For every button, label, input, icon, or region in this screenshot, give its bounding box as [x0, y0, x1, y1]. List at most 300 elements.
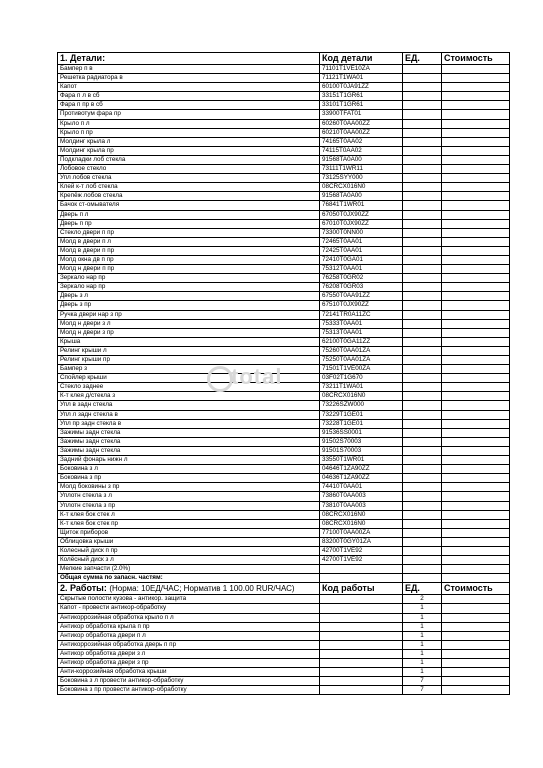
part-cost — [442, 228, 510, 237]
work-qty: 7 — [403, 686, 442, 695]
work-name: Анти-коррозийная обработка крыши — [58, 668, 320, 677]
part-row — [58, 365, 510, 374]
part-name: Колесный диск п пр — [58, 546, 320, 555]
part-unit — [403, 210, 442, 219]
part-code: 91568TA0A00 — [320, 192, 403, 201]
work-name: Антикор обработка двери з пр — [58, 659, 320, 668]
part-unit — [403, 292, 442, 301]
part-code: 60100T0JA91ZZ — [320, 83, 403, 92]
part-name: Дверь з пр — [58, 301, 320, 310]
part-unit — [403, 510, 442, 519]
part-cost — [442, 146, 510, 155]
part-code: 76258T0GR02 — [320, 274, 403, 283]
part-code: 71101T1VE10ZA — [320, 65, 403, 74]
work-row — [58, 668, 510, 677]
part-unit — [403, 546, 442, 555]
part-code: 75250T0AA01ZA — [320, 356, 403, 365]
part-code: 04646T1ZA90ZZ — [320, 465, 403, 474]
part-code: 33151T1GR61 — [320, 92, 403, 101]
part-cost — [442, 492, 510, 501]
part-name: Мелкие запчасти (2.0%) — [58, 565, 320, 574]
part-cost — [442, 374, 510, 383]
work-cost — [442, 659, 510, 668]
part-name: Боковина з пр — [58, 474, 320, 483]
part-unit — [403, 119, 442, 128]
part-name: Ручка двери нар з пр — [58, 310, 320, 319]
part-row — [58, 283, 510, 292]
part-name: Дверь п л — [58, 210, 320, 219]
work-row — [58, 622, 510, 631]
part-unit — [403, 537, 442, 546]
part-row — [58, 301, 510, 310]
part-name: Молд н двери п пр — [58, 265, 320, 274]
part-cost — [442, 365, 510, 374]
work-code — [320, 622, 403, 631]
part-name: Спойлер крыши — [58, 374, 320, 383]
part-row — [58, 146, 510, 155]
part-unit — [403, 556, 442, 565]
part-unit — [403, 65, 442, 74]
part-cost — [442, 165, 510, 174]
work-cost — [442, 613, 510, 622]
part-unit — [403, 128, 442, 137]
part-code: 08CRCX016N0 — [320, 510, 403, 519]
part-code: 08CRCX016N0 — [320, 519, 403, 528]
part-unit — [403, 365, 442, 374]
part-name: Фара п л в сб — [58, 92, 320, 101]
part-name: Зеркало нар пр — [58, 283, 320, 292]
part-code: 75333T0AA01 — [320, 319, 403, 328]
part-row — [58, 110, 510, 119]
work-row — [58, 604, 510, 613]
part-cost — [442, 246, 510, 255]
part-unit — [403, 137, 442, 146]
part-row — [58, 165, 510, 174]
work-row — [58, 631, 510, 640]
part-code: 91568TA0A00 — [320, 155, 403, 164]
part-code: 67550T0AA91ZZ — [320, 292, 403, 301]
work-row — [58, 677, 510, 686]
part-name: Задний фонарь нижн л — [58, 456, 320, 465]
part-cost — [442, 501, 510, 510]
part-row — [58, 446, 510, 455]
part-row — [58, 237, 510, 246]
work-row — [58, 595, 510, 604]
part-row — [58, 456, 510, 465]
work-cost — [442, 677, 510, 686]
part-code — [320, 565, 403, 574]
part-unit — [403, 483, 442, 492]
part-unit — [403, 228, 442, 237]
work-name: Антикоррозийная обработка дверь п пр — [58, 640, 320, 649]
estimate-sheet — [57, 52, 509, 695]
works-cost-header: Стоимость — [442, 583, 510, 595]
part-code: 60260T0AA00ZZ — [320, 119, 403, 128]
part-cost — [442, 474, 510, 483]
part-code: 72410T0GA01 — [320, 255, 403, 264]
part-name: Бампер з — [58, 365, 320, 374]
part-cost — [442, 328, 510, 337]
part-unit — [403, 383, 442, 392]
part-code: 67510T0JX90ZZ — [320, 301, 403, 310]
work-qty: 1 — [403, 622, 442, 631]
part-unit — [403, 392, 442, 401]
part-row — [58, 183, 510, 192]
part-unit — [403, 274, 442, 283]
part-cost — [442, 356, 510, 365]
watermark: total — [231, 364, 283, 389]
part-name: Молдинг крыла л — [58, 137, 320, 146]
work-code — [320, 595, 403, 604]
part-cost — [442, 101, 510, 110]
part-row — [58, 319, 510, 328]
part-name: Крепёж лобов стекла — [58, 192, 320, 201]
part-unit — [403, 419, 442, 428]
part-unit — [403, 428, 442, 437]
work-name: Антикор обработка двери п л — [58, 631, 320, 640]
part-cost — [442, 265, 510, 274]
part-cost — [442, 392, 510, 401]
part-name: Молд окна дв п пр — [58, 255, 320, 264]
parts-total-row — [58, 574, 510, 583]
part-code: 67010T0JX90ZZ — [320, 219, 403, 228]
part-name: Дверь з л — [58, 292, 320, 301]
part-cost — [442, 174, 510, 183]
part-unit — [403, 155, 442, 164]
estimate-table — [57, 52, 510, 695]
part-code: 33550T1WR01 — [320, 456, 403, 465]
part-row — [58, 74, 510, 83]
part-unit — [403, 337, 442, 346]
part-unit — [403, 401, 442, 410]
part-name: Релинг крыши л — [58, 346, 320, 355]
part-code: 03F02T1G670 — [320, 374, 403, 383]
works-norm: (Норма: 10ЕД/ЧАС; Норматив 1 100.00 RUR/ЧАС) — [109, 584, 295, 594]
part-row — [58, 537, 510, 546]
part-cost — [442, 556, 510, 565]
part-name: Решетка радиатора в — [58, 74, 320, 83]
part-name: Крыша — [58, 337, 320, 346]
part-code: 04636T1ZA90ZZ — [320, 474, 403, 483]
part-unit — [403, 328, 442, 337]
part-cost — [442, 346, 510, 355]
part-row — [58, 510, 510, 519]
part-unit — [403, 474, 442, 483]
part-unit — [403, 174, 442, 183]
work-cost — [442, 668, 510, 677]
work-name: Антикоррозийная обработка крыло п л — [58, 613, 320, 622]
part-code: 77100T0AA00ZA — [320, 528, 403, 537]
part-cost — [442, 201, 510, 210]
part-name: К-т клея бок стек пр — [58, 519, 320, 528]
part-cost — [442, 537, 510, 546]
part-cost — [442, 319, 510, 328]
part-unit — [403, 183, 442, 192]
part-code: 72465T0AA01 — [320, 237, 403, 246]
work-code — [320, 686, 403, 695]
part-row — [58, 228, 510, 237]
part-code: 91536SS0001 — [320, 428, 403, 437]
part-cost — [442, 446, 510, 455]
parts-header-row — [58, 53, 510, 65]
work-name: Антикор обработка двери з л — [58, 649, 320, 658]
part-row — [58, 310, 510, 319]
work-code — [320, 604, 403, 613]
parts-total-label: Общая сумма по запасн. частям: — [58, 574, 320, 583]
part-unit — [403, 565, 442, 574]
part-row — [58, 519, 510, 528]
part-cost — [442, 192, 510, 201]
part-cost — [442, 237, 510, 246]
part-name: Противотум фара пр — [58, 110, 320, 119]
work-code — [320, 659, 403, 668]
part-code: 73300T0NN00 — [320, 228, 403, 237]
part-row — [58, 119, 510, 128]
part-unit — [403, 374, 442, 383]
part-unit — [403, 265, 442, 274]
part-cost — [442, 65, 510, 74]
part-cost — [442, 565, 510, 574]
part-code: 67050T0JX90ZZ — [320, 210, 403, 219]
part-cost — [442, 210, 510, 219]
part-row — [58, 92, 510, 101]
part-code: 76208T0GR03 — [320, 283, 403, 292]
part-name: Уплотн стекла з пр — [58, 501, 320, 510]
part-name: Фара п пр в сб — [58, 101, 320, 110]
part-code: 33900TFAT01 — [320, 110, 403, 119]
parts-cost-header: Стоимость — [442, 53, 510, 65]
part-unit — [403, 101, 442, 110]
parts-code-header: Код детали — [320, 53, 403, 65]
part-row — [58, 255, 510, 264]
work-row — [58, 640, 510, 649]
work-qty: 2 — [403, 595, 442, 604]
part-code: 33101T1GR61 — [320, 101, 403, 110]
part-code: 60210T0AA00ZZ — [320, 128, 403, 137]
part-name: Колёсный диск з л — [58, 556, 320, 565]
part-row — [58, 137, 510, 146]
part-unit — [403, 146, 442, 155]
part-unit — [403, 410, 442, 419]
part-cost — [442, 419, 510, 428]
part-code: 73211T1WA01 — [320, 383, 403, 392]
part-unit — [403, 456, 442, 465]
part-name: Бачок ст-омывателя — [58, 201, 320, 210]
part-unit — [403, 192, 442, 201]
part-row — [58, 337, 510, 346]
part-row — [58, 383, 510, 392]
part-code: 75313T0AA01 — [320, 328, 403, 337]
part-cost — [442, 83, 510, 92]
part-unit — [403, 165, 442, 174]
work-code — [320, 677, 403, 686]
part-name: Дверь п пр — [58, 219, 320, 228]
work-qty: 1 — [403, 649, 442, 658]
part-cost — [442, 301, 510, 310]
work-qty: 1 — [403, 640, 442, 649]
part-unit — [403, 110, 442, 119]
part-cost — [442, 310, 510, 319]
work-name: Скрытые полости кузова - антикор. защита — [58, 595, 320, 604]
work-cost — [442, 622, 510, 631]
part-row — [58, 128, 510, 137]
part-name: Уплотн стекла з л — [58, 492, 320, 501]
part-name: Клей к-т лоб стекла — [58, 183, 320, 192]
work-name: Боковина з л провести антикор-обработку — [58, 677, 320, 686]
part-unit — [403, 237, 442, 246]
part-unit — [403, 301, 442, 310]
part-code: 71121T1WA01 — [320, 74, 403, 83]
part-name: Облицовка крыши — [58, 537, 320, 546]
work-qty: 1 — [403, 604, 442, 613]
part-row — [58, 528, 510, 537]
part-code: 42700T1VE92 — [320, 556, 403, 565]
work-name: Капот - провести антикор-обработку — [58, 604, 320, 613]
part-row — [58, 174, 510, 183]
part-row — [58, 392, 510, 401]
work-cost — [442, 640, 510, 649]
part-name: Упл пр задн стекла в — [58, 419, 320, 428]
part-row — [58, 428, 510, 437]
part-cost — [442, 428, 510, 437]
part-name: Молд в двери п пр — [58, 246, 320, 255]
part-unit — [403, 437, 442, 446]
part-name: Зажимы задн стекла — [58, 437, 320, 446]
work-cost — [442, 604, 510, 613]
part-cost — [442, 519, 510, 528]
part-unit — [403, 74, 442, 83]
part-code: 73111T1WR11 — [320, 165, 403, 174]
part-cost — [442, 510, 510, 519]
part-unit — [403, 446, 442, 455]
part-code: 62100T0GA11ZZ — [320, 337, 403, 346]
part-row — [58, 83, 510, 92]
part-name: Капот — [58, 83, 320, 92]
part-row — [58, 492, 510, 501]
part-unit — [403, 201, 442, 210]
part-row — [58, 401, 510, 410]
part-row — [58, 328, 510, 337]
part-name: Релинг крыши пр — [58, 356, 320, 365]
work-cost — [442, 595, 510, 604]
part-code: 76841T1WR01 — [320, 201, 403, 210]
part-cost — [442, 183, 510, 192]
part-code: 75312T0AA01 — [320, 265, 403, 274]
part-cost — [442, 255, 510, 264]
work-row — [58, 659, 510, 668]
work-cost — [442, 649, 510, 658]
part-unit — [403, 246, 442, 255]
work-cost — [442, 631, 510, 640]
part-row — [58, 501, 510, 510]
part-name: Бампер п в — [58, 65, 320, 74]
works-unit-header: ЕД. — [403, 583, 442, 595]
part-row — [58, 465, 510, 474]
part-row — [58, 546, 510, 555]
part-cost — [442, 128, 510, 137]
work-code — [320, 631, 403, 640]
part-name: Крыло п л — [58, 119, 320, 128]
part-name: Молд н двери з пр — [58, 328, 320, 337]
part-code: 74410T0AA01 — [320, 483, 403, 492]
part-name: Молдинг крыла пр — [58, 146, 320, 155]
part-cost — [442, 456, 510, 465]
part-row — [58, 410, 510, 419]
part-cost — [442, 292, 510, 301]
part-unit — [403, 83, 442, 92]
part-cost — [442, 274, 510, 283]
part-cost — [442, 92, 510, 101]
works-section-title — [58, 583, 320, 595]
work-qty: 1 — [403, 631, 442, 640]
work-code — [320, 649, 403, 658]
part-cost — [442, 283, 510, 292]
part-row — [58, 274, 510, 283]
part-cost — [442, 119, 510, 128]
part-unit — [403, 92, 442, 101]
part-name: Упл л задн стекла в — [58, 410, 320, 419]
work-name: Антикор обработка крыла п пр — [58, 622, 320, 631]
work-row — [58, 613, 510, 622]
part-name: Зеркало нар пр — [58, 274, 320, 283]
part-cost — [442, 546, 510, 555]
part-row — [58, 210, 510, 219]
part-cost — [442, 110, 510, 119]
part-row — [58, 201, 510, 210]
part-cost — [442, 437, 510, 446]
part-code: 72425T0AA01 — [320, 246, 403, 255]
work-code — [320, 668, 403, 677]
part-name: К-т клея д/стекла з — [58, 392, 320, 401]
part-unit — [403, 255, 442, 264]
part-cost — [442, 137, 510, 146]
part-name: Щиток приборов — [58, 528, 320, 537]
part-row — [58, 565, 510, 574]
part-name: Крыло п пр — [58, 128, 320, 137]
part-unit — [403, 283, 442, 292]
part-unit — [403, 219, 442, 228]
part-cost — [442, 74, 510, 83]
part-code: 71501T1VE00ZA — [320, 365, 403, 374]
part-code: 83200T0GY01ZA — [320, 537, 403, 546]
part-unit — [403, 310, 442, 319]
works-title: 2. Работы: — [60, 583, 107, 594]
part-name: Упл лобов стекла — [58, 174, 320, 183]
part-cost — [442, 483, 510, 492]
work-code — [320, 613, 403, 622]
part-code: 91502S70003 — [320, 437, 403, 446]
part-cost — [442, 337, 510, 346]
part-name: К-т клея бок стек л — [58, 510, 320, 519]
work-qty: 1 — [403, 659, 442, 668]
part-name: Зажимы задн стекла — [58, 428, 320, 437]
work-qty: 1 — [403, 668, 442, 677]
part-name: Лобовое стекло — [58, 165, 320, 174]
part-row — [58, 292, 510, 301]
work-code — [320, 640, 403, 649]
part-code: 73860T0AA003 — [320, 492, 403, 501]
part-cost — [442, 528, 510, 537]
part-name: Зажимы задн стекла — [58, 446, 320, 455]
part-row — [58, 246, 510, 255]
part-code: 72141TR0A11ZC — [320, 310, 403, 319]
work-row — [58, 686, 510, 695]
part-row — [58, 419, 510, 428]
part-unit — [403, 465, 442, 474]
part-cost — [442, 465, 510, 474]
part-code: 75260T0AA01ZA — [320, 346, 403, 355]
works-code-header: Код работы — [320, 583, 403, 595]
